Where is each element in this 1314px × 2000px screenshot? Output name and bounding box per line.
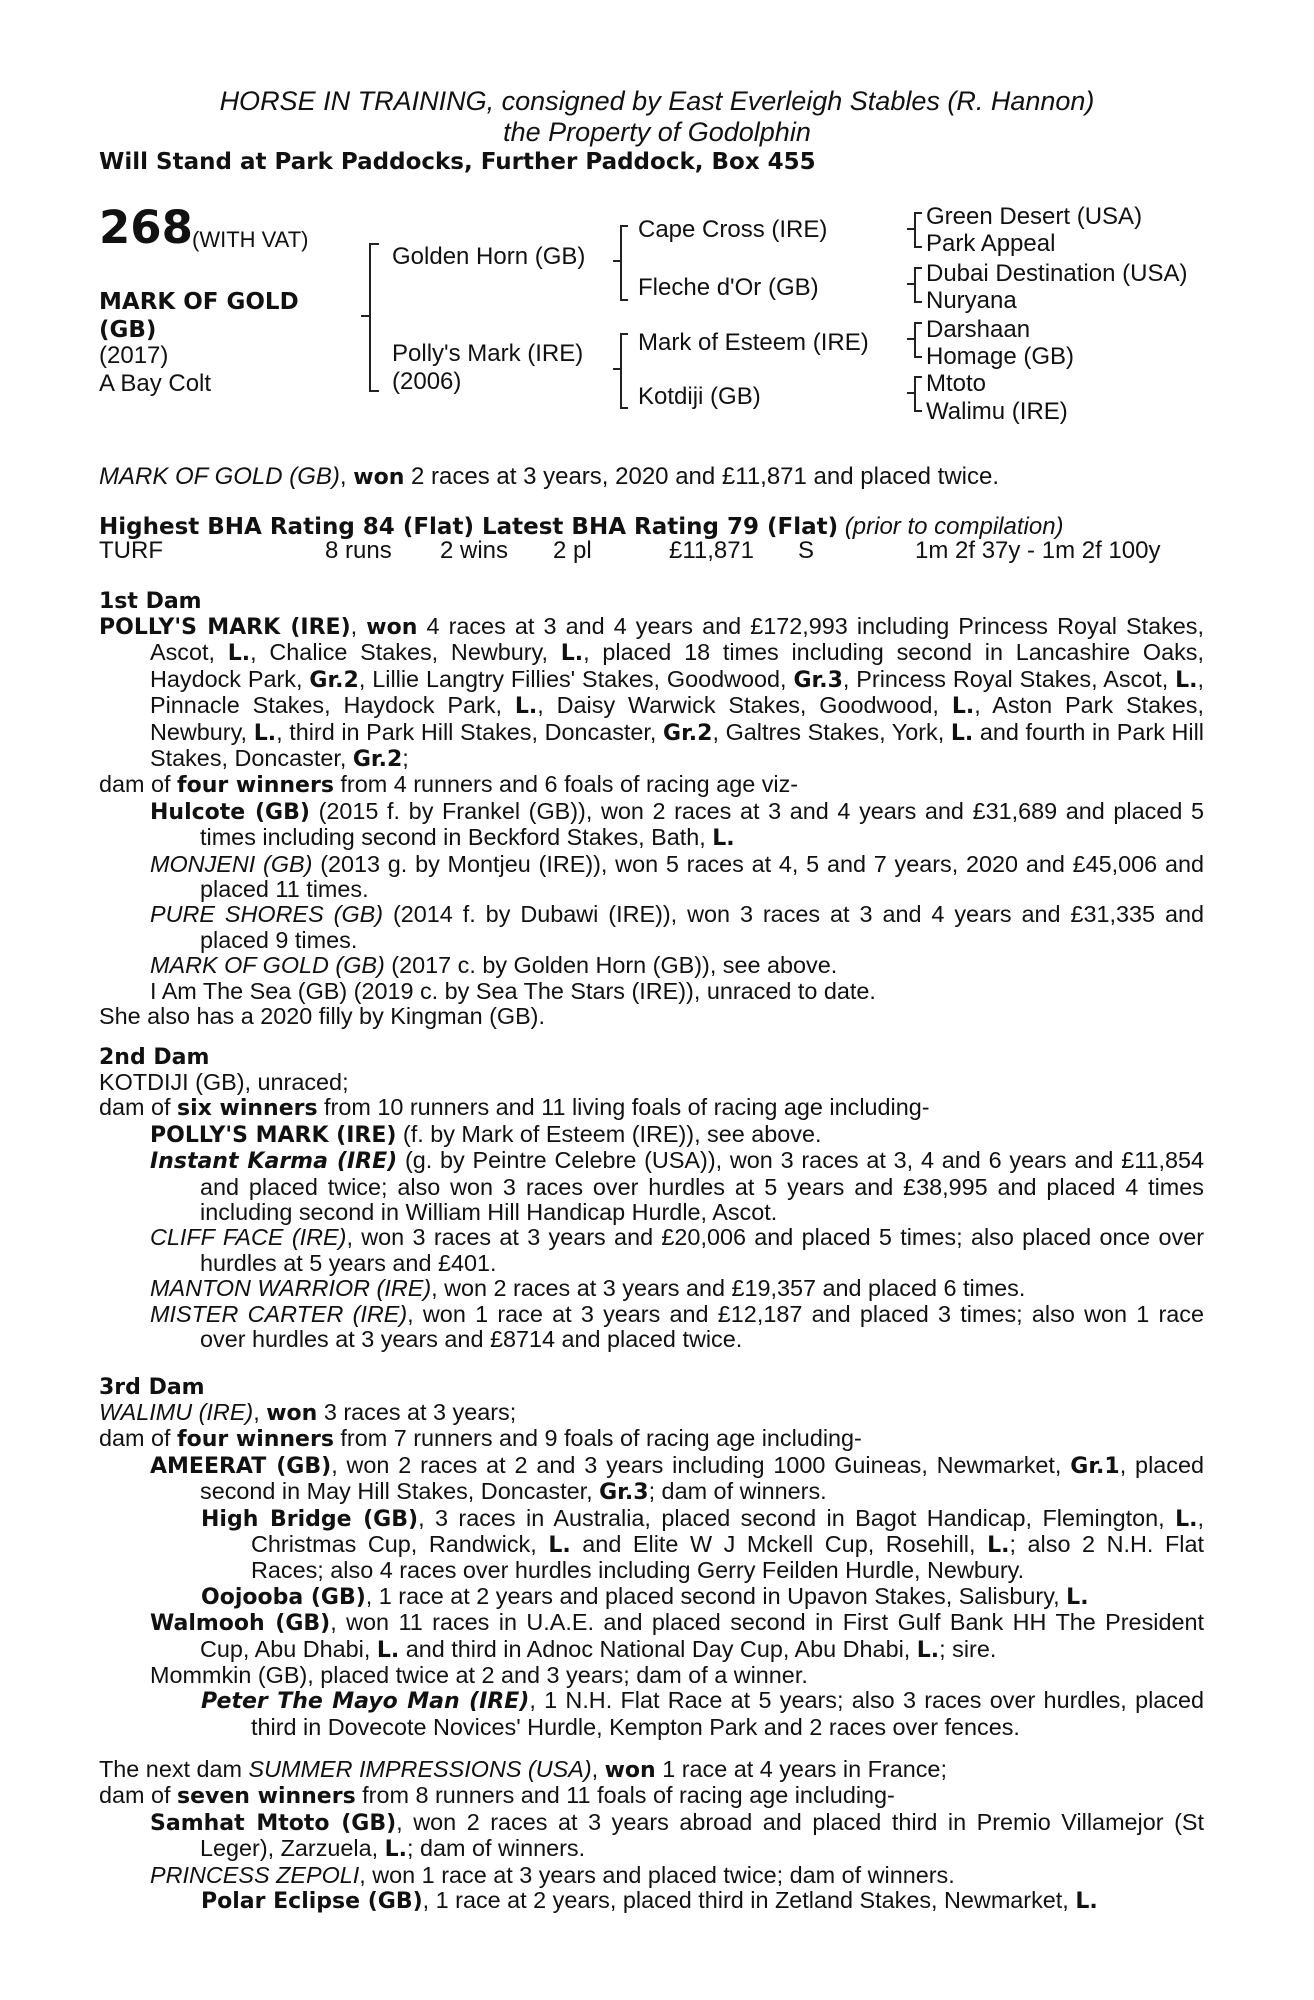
sd-bracket bbox=[914, 267, 922, 303]
emphasis-text: Gr.2 bbox=[352, 747, 403, 773]
turf-prize: £11,871 bbox=[669, 537, 754, 564]
entry-paragraph: Walmooh (GB), won 11 races in U.A.E. and placed second in First Gulf Bank HH The President Cup, Abu Dhabi, L. and third in Adnoc National Day Cup, Abu Dhabi, L.; sire. bbox=[150, 1609, 1204, 1663]
race-summary: MARK OF GOLD (GB), won 2 races at 3 years, 2020 and £11,871 and placed twice. bbox=[99, 463, 999, 490]
vat-note: (WITH VAT) bbox=[192, 227, 309, 252]
dam-year: (2006) bbox=[392, 368, 462, 395]
emphasis-text: POLLY'S MARK (IRE) bbox=[99, 615, 351, 640]
section-heading: 1st Dam bbox=[99, 589, 202, 614]
emphasis-text: Gr.2 bbox=[663, 720, 713, 746]
emphasis-text: MISTER CARTER (IRE) bbox=[150, 1300, 408, 1327]
dd-sire: Mtoto bbox=[926, 370, 987, 397]
emphasis-text: L. bbox=[376, 1637, 400, 1663]
dam-name: Polly's Mark (IRE) bbox=[392, 340, 584, 367]
emphasis-text: MARK OF GOLD (GB) bbox=[150, 952, 385, 979]
emphasis-text: L. bbox=[227, 641, 251, 667]
section-body bbox=[99, 1757, 1204, 1914]
emphasis-text: L. bbox=[1175, 1506, 1198, 1532]
entry-paragraph: AMEERAT (GB), won 2 races at 2 and 3 years including 1000 Guineas, Newmarket, Gr.1, placed second in May Hill Stakes, Doncaster, Gr.3; dam of winners. bbox=[150, 1451, 1204, 1506]
emphasis-text: L. bbox=[987, 1533, 1010, 1559]
entry-paragraph: She also has a 2020 filly by Kingman (GB). bbox=[99, 1003, 545, 1030]
emphasis-text: four winners bbox=[177, 773, 334, 799]
ss-bracket bbox=[914, 212, 922, 248]
dam-bracket-point bbox=[613, 368, 621, 370]
entry-paragraph: Mommkin (GB), placed twice at 2 and 3 years; dam of a winner. bbox=[150, 1662, 808, 1689]
entry-paragraph: I Am The Sea (GB) (2019 c. by Sea The Stars (IRE)), unraced to date. bbox=[150, 977, 876, 1004]
sd-bracket-point bbox=[907, 283, 915, 285]
stand-location-line: Will Stand at Park Paddocks, Further Paddock, Box 455 bbox=[99, 149, 816, 175]
entry-paragraph: WALIMU (IRE), won 3 races at 3 years; bbox=[99, 1399, 517, 1426]
dd-dam: Walimu (IRE) bbox=[926, 398, 1068, 425]
entry-paragraph: Oojooba (GB), 1 race at 2 years and placed second in Upavon Stakes, Salisbury, L. bbox=[201, 1582, 1089, 1610]
ds-bracket bbox=[914, 322, 922, 358]
sire-dam: Fleche d'Or (GB) bbox=[638, 274, 819, 301]
entry-paragraph: Instant Karma (IRE) (g. by Peintre Celebre (USA)), won 3 races at 3, 4 and 6 years and £11,854 and placed twice; also won 3 races over hurdles at 5 years and £38,995 and placed 4 times including second in William Hill Handicap Hurdle, Ascot. bbox=[150, 1147, 1205, 1226]
summary-horse-name: MARK OF GOLD (GB) bbox=[99, 463, 340, 490]
ss-bracket-point bbox=[907, 228, 915, 230]
section-body bbox=[99, 614, 1204, 1030]
emphasis-text: Peter The Mayo Man (IRE) bbox=[201, 1689, 530, 1715]
entry-paragraph: PURE SHORES (GB) (2014 f. by Dubawi (IRE)), won 3 races at 3 and 4 years and £31,335 and placed 9 times. bbox=[150, 901, 1204, 953]
turf-distance: 1m 2f 37y - 1m 2f 100y bbox=[915, 537, 1161, 564]
emphasis-text: POLLY'S MARK (IRE) bbox=[150, 1122, 397, 1148]
emphasis-text: six winners bbox=[177, 1096, 318, 1122]
dd-bracket-point bbox=[907, 392, 915, 394]
entry-paragraph: CLIFF FACE (IRE), won 3 races at 3 years and £20,006 and placed 5 times; also placed once over hurdles at 5 years and £401. bbox=[150, 1224, 1204, 1276]
emphasis-text: L. bbox=[1075, 1889, 1098, 1915]
emphasis-text: SUMMER IMPRESSIONS (USA) bbox=[248, 1756, 592, 1782]
emphasis-text: PRINCESS ZEPOLI bbox=[150, 1861, 360, 1888]
ss-dam: Park Appeal bbox=[926, 230, 1056, 257]
emphasis-text: L. bbox=[548, 1533, 571, 1559]
emphasis-text: won bbox=[266, 1401, 318, 1426]
dd-bracket bbox=[914, 376, 922, 412]
entry-paragraph: KOTDIJI (GB), unraced; bbox=[99, 1069, 349, 1095]
emphasis-text: Gr.1 bbox=[1070, 1453, 1120, 1479]
rating-text: Highest BHA Rating 84 (Flat) Latest BHA Rating 79 (Flat) bbox=[99, 514, 839, 540]
section-heading: 3rd Dam bbox=[99, 1375, 205, 1400]
emphasis-text: PURE SHORES (GB) bbox=[150, 901, 384, 928]
emphasis-text: Gr.2 bbox=[309, 667, 359, 693]
emphasis-text: Instant Karma (IRE) bbox=[150, 1149, 398, 1175]
emphasis-text: L. bbox=[253, 720, 277, 746]
entry-paragraph: Polar Eclipse (GB), 1 race at 2 years, placed third in Zetland Stakes, Newmarket, L. bbox=[201, 1887, 1098, 1915]
emphasis-text: L. bbox=[560, 641, 584, 667]
pedigree-bracket bbox=[369, 243, 379, 392]
emphasis-text: four winners bbox=[177, 1427, 334, 1453]
emphasis-text: L. bbox=[384, 1837, 408, 1863]
turf-going: S bbox=[798, 537, 815, 564]
emphasis-text: Gr.3 bbox=[599, 1480, 649, 1506]
emphasis-text: L. bbox=[514, 694, 538, 720]
first-dam-section bbox=[99, 589, 1204, 1030]
emphasis-text: CLIFF FACE (IRE) bbox=[150, 1224, 347, 1251]
section-body bbox=[99, 1400, 1204, 1740]
emphasis-text: Walmooh (GB) bbox=[150, 1611, 331, 1637]
emphasis-text: L. bbox=[916, 1637, 940, 1663]
turf-surface: TURF bbox=[99, 537, 163, 564]
entry-paragraph: High Bridge (GB), 3 races in Australia, placed second in Bagot Handicap, Flemington, L., Christmas Cup, Randwick, L. and Elite W J Mckell Cup, Rosehill, L.; also 2 N.H. Flat Races; also 4 races over hurdles including Gerry Feilden Hurdle, Newbury. bbox=[201, 1504, 1204, 1584]
entry-paragraph: The next dam SUMMER IMPRESSIONS (USA), won 1 race at 4 years in France; bbox=[99, 1756, 947, 1783]
emphasis-text: L. bbox=[1066, 1584, 1089, 1610]
entry-paragraph: Hulcote (GB) (2015 f. by Frankel (GB)), won 2 races at 3 and 4 years and £31,689 and placed 5 times including second in Beckford Stakes, Bath, L. bbox=[150, 797, 1204, 852]
sd-sire: Dubai Destination (USA) bbox=[926, 260, 1188, 287]
summary-text: 2 races at 3 years, 2020 and £11,871 and placed twice. bbox=[404, 463, 999, 490]
entry-paragraph: Samhat Mtoto (GB), won 2 races at 3 years abroad and placed third in Premio Villamejor (St Leger), Zarzuela, L.; dam of winners. bbox=[150, 1808, 1204, 1863]
lot-number: 268 bbox=[99, 201, 193, 254]
entry-paragraph: PRINCESS ZEPOLI, won 1 race at 3 years and placed twice; dam of winners. bbox=[150, 1861, 955, 1888]
emphasis-text: Gr.3 bbox=[793, 667, 843, 693]
ss-sire: Green Desert (USA) bbox=[926, 203, 1143, 230]
dam-bracket bbox=[620, 333, 628, 409]
sire-bracket bbox=[620, 225, 628, 301]
entry-paragraph: POLLY'S MARK (IRE), won 4 races at 3 and 4 years and £172,993 including Princess Royal Stakes, Ascot, L., Chalice Stakes, Newbury, L., placed 18 times including second in Lancashire Oaks, Haydock Park, Gr.2, Lillie Langtry Fillies' Stakes, Goodwood, Gr.3, Princess Royal Stakes, Ascot, L., Pinnacle Stakes, Haydock Park, L., Daisy Warwick Stakes, Goodwood, L., Aston Park Stakes, Newbury, L., third in Park Hill Stakes, Doncaster, Gr.2, Galtres Stakes, York, L. and fourth in Park Hill Stakes, Doncaster, Gr.2; bbox=[99, 613, 1205, 773]
sire-sire: Cape Cross (IRE) bbox=[638, 216, 828, 243]
horse-country: (GB) bbox=[99, 317, 157, 343]
entry-paragraph: Peter The Mayo Man (IRE), 1 N.H. Flat Race at 5 years; also 3 races over hurdles, placed third in Dovecote Novices' Hurdle, Kempton Park and 2 races over fences. bbox=[201, 1687, 1204, 1740]
summary-won: won bbox=[353, 465, 405, 490]
ds-sire: Darshaan bbox=[926, 316, 1031, 343]
dam-dam: Kotdiji (GB) bbox=[638, 383, 761, 410]
emphasis-text: Hulcote (GB) bbox=[150, 799, 310, 825]
emphasis-text: L. bbox=[950, 720, 974, 746]
emphasis-text: L. bbox=[951, 694, 975, 720]
emphasis-text: AMEERAT (GB) bbox=[150, 1453, 332, 1479]
sire-name: Golden Horn (GB) bbox=[392, 243, 586, 270]
emphasis-text: High Bridge (GB) bbox=[201, 1506, 419, 1532]
emphasis-text: Oojooba (GB) bbox=[201, 1584, 366, 1610]
consignor-line: HORSE IN TRAINING, consigned by East Everleigh Stables (R. Hannon) bbox=[219, 86, 1095, 116]
turf-wins: 2 wins bbox=[440, 537, 509, 564]
emphasis-text: won bbox=[366, 615, 418, 640]
horse-name: MARK OF GOLD bbox=[99, 289, 299, 315]
entry-paragraph: dam of six winners from 10 runners and 11 living foals of racing age including- bbox=[99, 1094, 930, 1122]
emphasis-text: WALIMU (IRE) bbox=[99, 1399, 254, 1425]
rating-note: (prior to compilation) bbox=[844, 513, 1064, 540]
entry-paragraph: MANTON WARRIOR (IRE), won 2 races at 3 years and £19,357 and placed 6 times. bbox=[150, 1275, 1026, 1302]
ds-bracket-point bbox=[907, 338, 915, 340]
sire-bracket-point bbox=[613, 260, 621, 262]
emphasis-text: Samhat Mtoto (GB) bbox=[150, 1810, 397, 1836]
emphasis-text: MONJENI (GB) bbox=[150, 850, 313, 877]
third-dam-section bbox=[99, 1375, 1204, 1740]
section-body bbox=[99, 1070, 1204, 1352]
entry-paragraph: MISTER CARTER (IRE), won 1 race at 3 years and £12,187 and placed 3 times; also won 1 race over hurdles at 3 years and £8714 and placed twice. bbox=[150, 1300, 1204, 1353]
turf-placed: 2 pl bbox=[553, 537, 592, 564]
entry-paragraph: MONJENI (GB) (2013 g. by Montjeu (IRE)), won 5 races at 4, 5 and 7 years, 2020 and £45,006 and placed 11 times. bbox=[150, 850, 1204, 903]
ds-dam: Homage (GB) bbox=[926, 343, 1075, 370]
foaling-year: (2017) bbox=[99, 342, 169, 369]
property-line: the Property of Godolphin bbox=[503, 117, 811, 147]
turf-runs: 8 runs bbox=[325, 537, 392, 564]
entry-paragraph: dam of four winners from 7 runners and 9 foals of racing age including- bbox=[99, 1425, 862, 1453]
entry-paragraph: POLLY'S MARK (IRE) (f. by Mark of Esteem (IRE)), see above. bbox=[150, 1120, 822, 1148]
emphasis-text: L. bbox=[1175, 667, 1198, 693]
entry-paragraph: dam of four winners from 4 runners and 6 foals of racing age viz- bbox=[99, 771, 799, 799]
emphasis-text: L. bbox=[712, 826, 735, 852]
dam-sire: Mark of Esteem (IRE) bbox=[638, 329, 869, 356]
emphasis-text: seven winners bbox=[177, 1784, 356, 1810]
horse-description: A Bay Colt bbox=[99, 370, 212, 397]
entry-paragraph: MARK OF GOLD (GB) (2017 c. by Golden Horn (GB)), see above. bbox=[150, 952, 838, 979]
sd-dam: Nuryana bbox=[926, 287, 1017, 314]
section-heading: 2nd Dam bbox=[99, 1045, 210, 1070]
entry-paragraph: dam of seven winners from 8 runners and 11 foals of racing age including- bbox=[99, 1782, 895, 1810]
emphasis-text: MANTON WARRIOR (IRE) bbox=[150, 1275, 432, 1302]
next-dam-section bbox=[99, 1757, 1204, 1914]
emphasis-text: won bbox=[604, 1758, 656, 1783]
second-dam-section bbox=[99, 1045, 1204, 1352]
pedigree-bracket-point bbox=[361, 315, 369, 317]
emphasis-text: Polar Eclipse (GB) bbox=[201, 1889, 423, 1915]
